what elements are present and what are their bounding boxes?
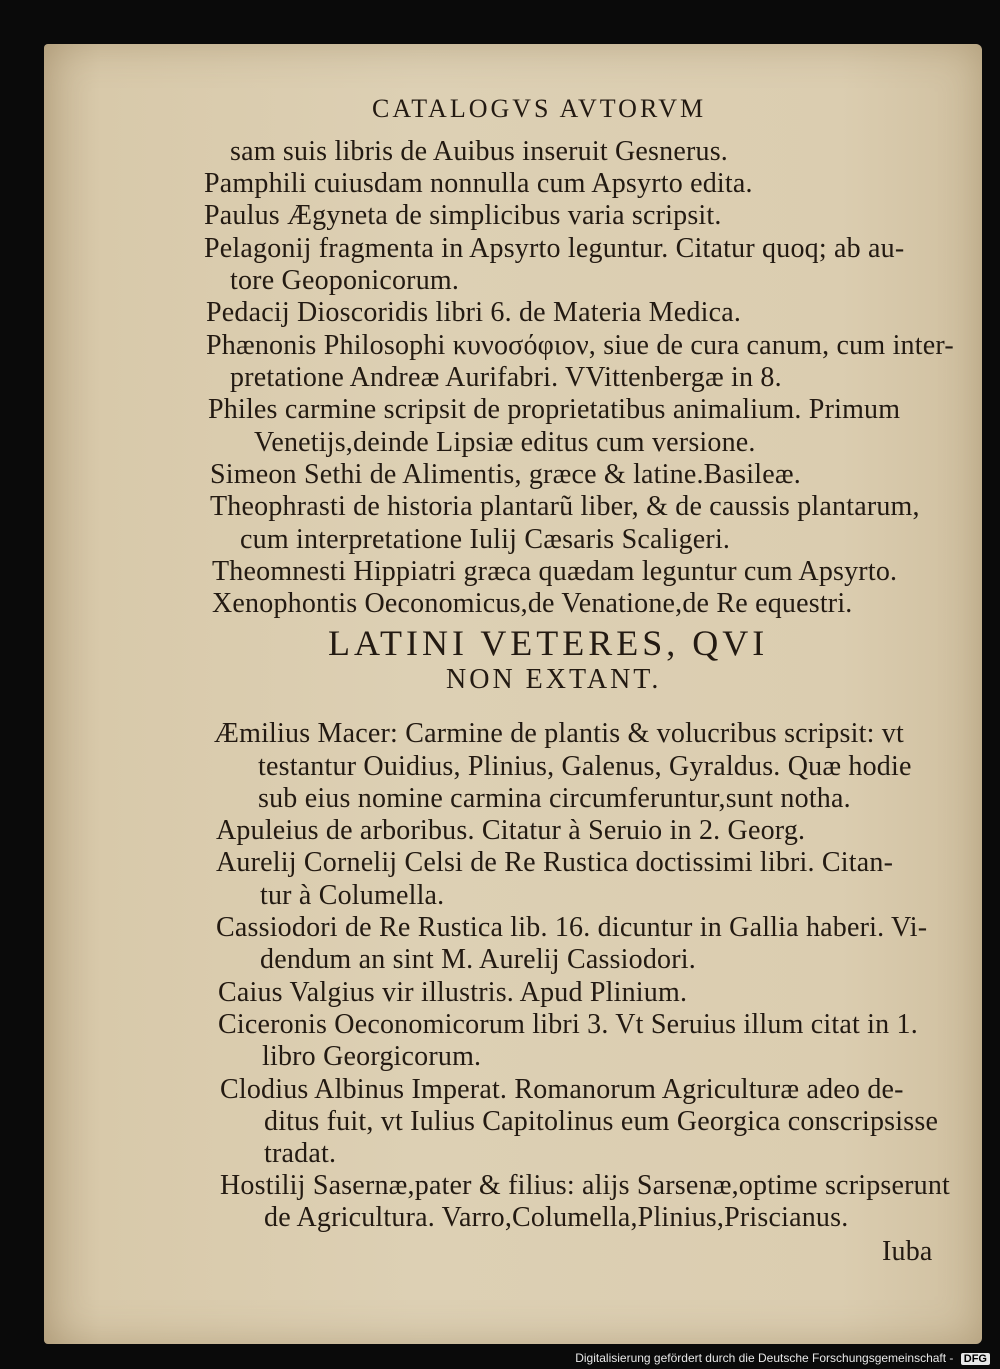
text-line: Clodius Albinus Imperat. Romanorum Agriculturæ adeo de- [220,1074,904,1105]
text-line: Phænonis Philosophi κυνοσόφιον, siue de cura canum, cum inter- [206,330,954,361]
text-line: de Agricultura. Varro,Columella,Plinius,Priscianus. [264,1202,849,1233]
section-subheading: NON EXTANT. [446,664,662,695]
text-line: tradat. [264,1138,337,1169]
text-line: Aurelij Cornelij Celsi de Re Rustica doctissimi libri. Citan- [216,847,894,878]
text-line: Pamphili cuiusdam nonnulla cum Apsyrto edita. [204,168,753,199]
text-line: Theophrasti de historia plantarũ liber, & de caussis plantarum, [210,491,920,522]
running-head: CATALOGVS AVTORVM [372,94,707,123]
text-line: Theomnesti Hippiatri græca quædam leguntur cum Apsyrto. [212,556,898,587]
text-line: Apuleius de arboribus. Citatur à Seruio in 2. Georg. [216,815,806,846]
footer-text: Digitalisierung gefördert durch die Deutsche Forschungsgemeinschaft - [575,1351,954,1365]
text-line: dendum an sint M. Aurelij Cassiodori. [260,944,696,975]
text-line: Caius Valgius vir illustris. Apud Plinium. [218,977,688,1008]
text-line: cum interpretatione Iulij Cæsaris Scaligeri. [240,524,731,555]
text-line: Pelagonij fragmenta in Apsyrto leguntur. Citatur quoq; ab au- [204,233,905,264]
digitization-footer [575,1351,990,1365]
text-line: sam suis libris de Auibus inseruit Gesnerus. [230,136,728,167]
text-line: Pedacij Dioscoridis libri 6. de Materia Medica. [206,297,742,328]
text-line: Ciceronis Oeconomicorum libri 3. Vt Seruius illum citat in 1. [218,1009,918,1040]
text-line: Xenophontis Oeconomicus,de Venatione,de Re equestri. [212,588,853,619]
text-line: Venetijs,deinde Lipsiæ editus cum versione. [254,427,756,458]
text-line: Hostilij Sasernæ,pater & filius: alijs Sarsenæ,optime scripserunt [220,1170,951,1201]
book-page [44,44,982,1344]
text-line: Simeon Sethi de Alimentis, græce & latine.Basileæ. [210,459,801,490]
text-line: testantur Ouidius, Plinius, Galenus, Gyraldus. Quæ hodie [258,751,912,782]
text-line: Philes carmine scripsit de proprietatibus animalium. Primum [208,394,901,425]
catchword: Iuba [882,1236,933,1267]
text-line: pretatione Andreæ Aurifabri. VVittenbergæ in 8. [230,362,782,393]
dfg-logo: DFG [961,1353,990,1365]
section-heading: LATINI VETERES, QVI [328,623,769,663]
text-line: ditus fuit, vt Iulius Capitolinus eum Georgica conscripsisse [264,1106,939,1137]
text-line: tore Geoponicorum. [230,265,460,296]
text-line: tur à Columella. [260,880,445,911]
text-line: Paulus Ægyneta de simplicibus varia scripsit. [204,200,722,231]
text-line: sub eius nomine carmina circumferuntur,sunt notha. [258,783,851,814]
text-line: Cassiodori de Re Rustica lib. 16. dicuntur in Gallia haberi. Vi- [216,912,928,943]
text-line: libro Georgicorum. [262,1041,482,1072]
text-line: Æmilius Macer: Carmine de plantis & volucribus scripsit: vt [214,718,904,749]
